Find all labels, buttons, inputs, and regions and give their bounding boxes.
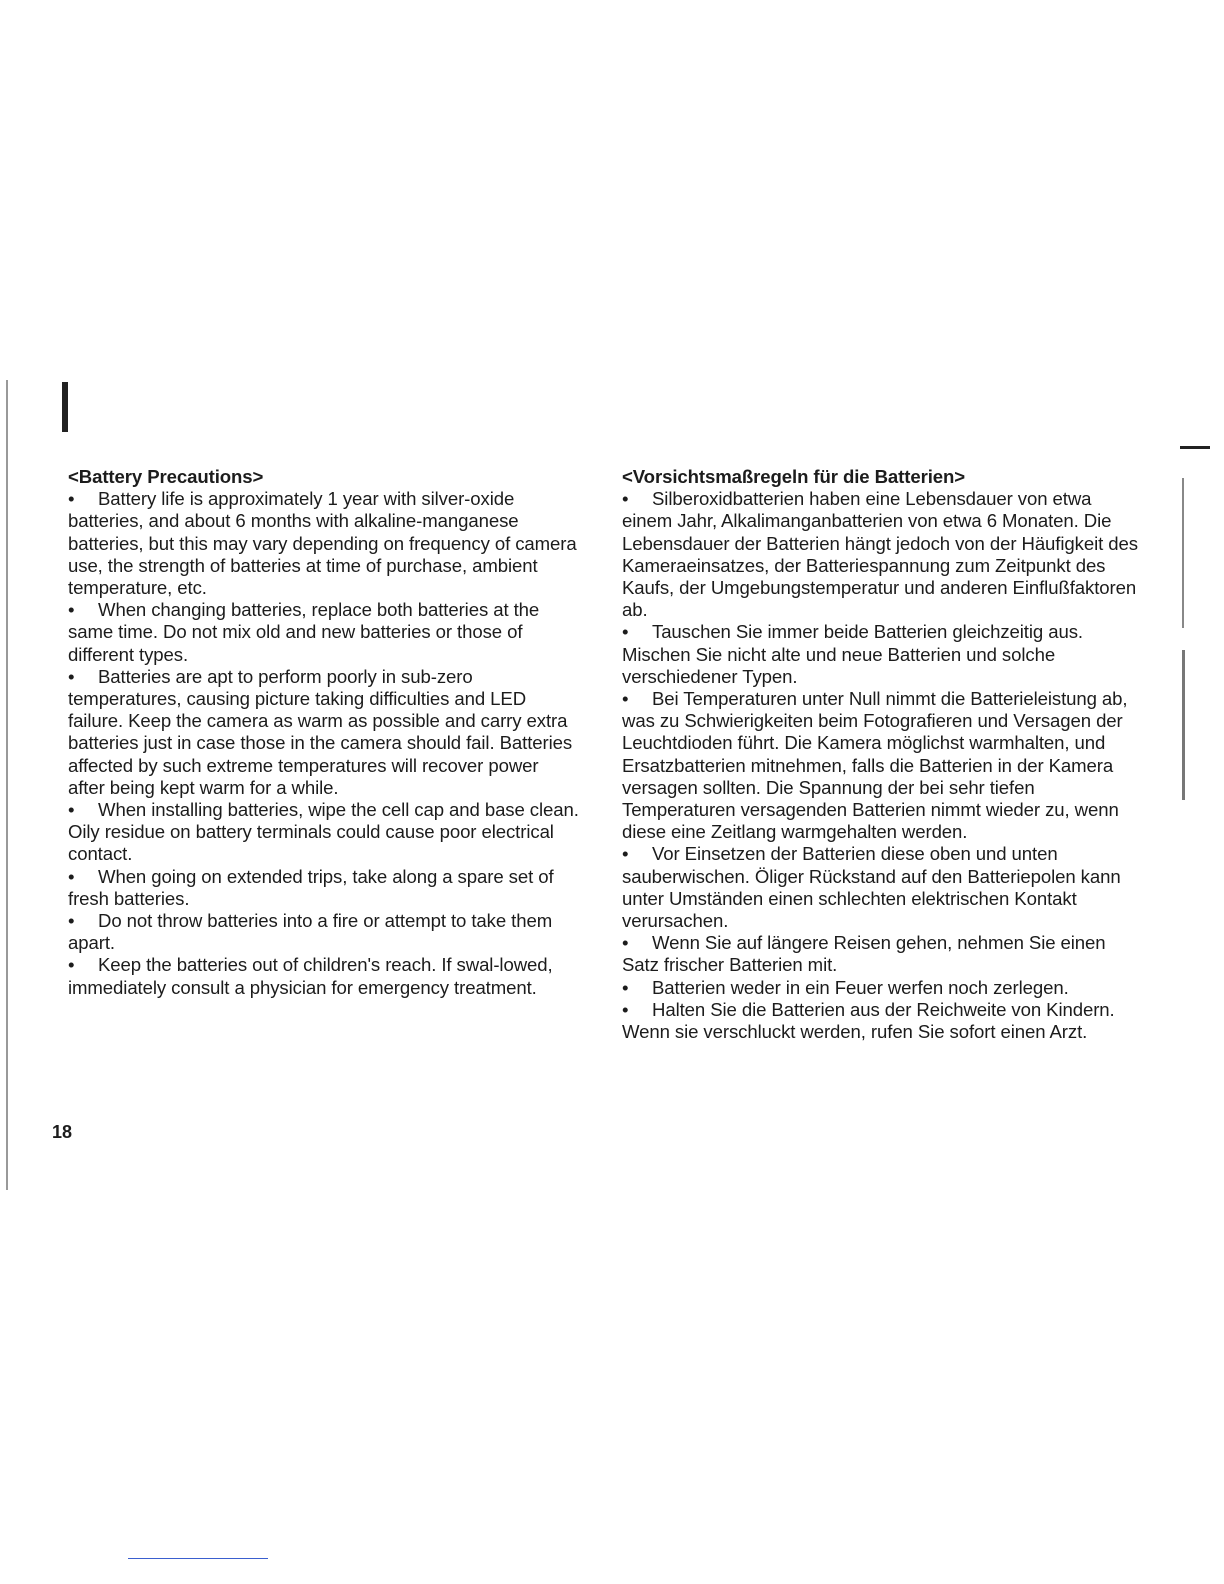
english-item-6 bbox=[68, 910, 580, 954]
german-item-4 bbox=[622, 843, 1142, 932]
page-number: 18 bbox=[52, 1122, 73, 1142]
german-item-text: Silberoxidbatterien haben eine Lebensdauer von etwa einem Jahr, Alkalimanganbatterien von etwa 6 Monaten. Die Lebensdauer der Batterien hängt jedoch von der Häufigkeit des Kameraeinsatzes, der Batteriespannung zum Zeitpunkt des Kaufs, der Umgebungstemperatur und anderen Einflußfaktoren ab. bbox=[622, 488, 1138, 621]
german-column bbox=[622, 466, 1142, 1043]
bullet-icon: • bbox=[68, 910, 75, 932]
english-item-text: When going on extended trips, take along a spare set of fresh batteries. bbox=[68, 865, 554, 909]
german-item-7 bbox=[622, 999, 1142, 1043]
bullet-icon: • bbox=[68, 799, 75, 821]
english-item-text: Keep the batteries out of children's reach. If swal-lowed, immediately consult a physician for emergency treatment. bbox=[68, 954, 553, 998]
registration-mark-right bbox=[1180, 446, 1210, 449]
german-item-2 bbox=[622, 621, 1142, 688]
bullet-icon: • bbox=[68, 488, 75, 510]
bullet-icon: • bbox=[68, 865, 75, 887]
german-item-text: Halten Sie die Batterien aus der Reichweite von Kindern. Wenn sie verschluckt werden, rufen Sie sofort einen Arzt. bbox=[622, 998, 1115, 1043]
english-item-text: When changing batteries, replace both batteries at the same time. Do not mix old and new batteries or those of different types. bbox=[68, 599, 540, 665]
german-item-text: Wenn Sie auf längere Reisen gehen, nehmen Sie einen Satz frischer Batterien mit. bbox=[622, 932, 1106, 976]
bullet-icon: • bbox=[68, 954, 75, 976]
bullet-icon: • bbox=[622, 843, 629, 865]
bullet-icon: • bbox=[622, 688, 629, 710]
bottom-rule bbox=[128, 1558, 268, 1559]
english-item-3 bbox=[68, 666, 580, 799]
english-item-text: Batteries are apt to perform poorly in sub-zero temperatures, causing picture taking difficulties and LED failure. Keep the camera as warm as possible and carry extra batteries just in case those in the camera should fail. Batteries affected by such extreme temperatures will recover power after being kept warm for a while. bbox=[68, 665, 573, 798]
scan-edge-right-2 bbox=[1182, 650, 1185, 800]
german-item-3 bbox=[622, 688, 1142, 843]
bullet-icon: • bbox=[68, 599, 75, 621]
bullet-icon: • bbox=[68, 665, 75, 687]
english-item-text: When installing batteries, wipe the cell cap and base clean. Oily residue on battery terminals could cause poor electrical contact. bbox=[68, 799, 579, 865]
german-heading: <Vorsichtsmaßregeln für die Batterien> bbox=[622, 466, 966, 487]
english-item-1 bbox=[68, 488, 580, 599]
english-column bbox=[68, 466, 580, 999]
english-item-5 bbox=[68, 866, 580, 910]
german-item-text: Vor Einsetzen der Batterien diese oben und unten sauberwischen. Öliger Rückstand auf den Batteriepolen kann unter Umständen einen schlechten elektrischen Kontakt verursachen. bbox=[622, 843, 1121, 932]
bullet-icon: • bbox=[622, 932, 629, 954]
bullet-icon: • bbox=[622, 998, 629, 1020]
scan-edge-right-1 bbox=[1182, 478, 1184, 628]
english-item-text: Battery life is approximately 1 year with silver-oxide batteries, and about 6 months with alkaline-manganese batteries, but this may vary depending on frequency of camera use, the strength of batteries at time of purchase, ambient temperature, etc. bbox=[68, 488, 577, 599]
bullet-icon: • bbox=[622, 488, 629, 510]
english-heading: <Battery Precautions> bbox=[68, 466, 264, 487]
english-item-text: Do not throw batteries into a fire or attempt to take them apart. bbox=[68, 910, 553, 954]
english-item-4 bbox=[68, 799, 580, 866]
english-item-7 bbox=[68, 954, 580, 998]
english-item-2 bbox=[68, 599, 580, 666]
registration-mark-left bbox=[62, 382, 68, 432]
bullet-icon: • bbox=[622, 976, 629, 998]
german-item-text: Bei Temperaturen unter Null nimmt die Batterieleistung ab, was zu Schwierigkeiten beim Fotografieren und Versagen der Leuchtdioden führt. Die Kamera möglichst warmhalten, und Ersatzbatterien mitnehmen, falls die Batterien in der Kamera versagen sollten. Die Spannung der bei sehr tiefen Temperaturen versagenden Batterien nimmt wieder zu, wenn diese eine Zeitlang warmgehalten werden. bbox=[622, 688, 1128, 843]
scan-edge-left bbox=[6, 380, 8, 1190]
german-item-5 bbox=[622, 932, 1142, 976]
german-item-text: Batterien weder in ein Feuer werfen noch zerlegen. bbox=[652, 976, 1069, 998]
german-item-text: Tauschen Sie immer beide Batterien gleichzeitig aus. Mischen Sie nicht alte und neue Batterien und solche verschiedener Typen. bbox=[622, 621, 1083, 687]
german-item-6 bbox=[622, 977, 1142, 999]
bullet-icon: • bbox=[622, 621, 629, 643]
german-item-1 bbox=[622, 488, 1142, 621]
